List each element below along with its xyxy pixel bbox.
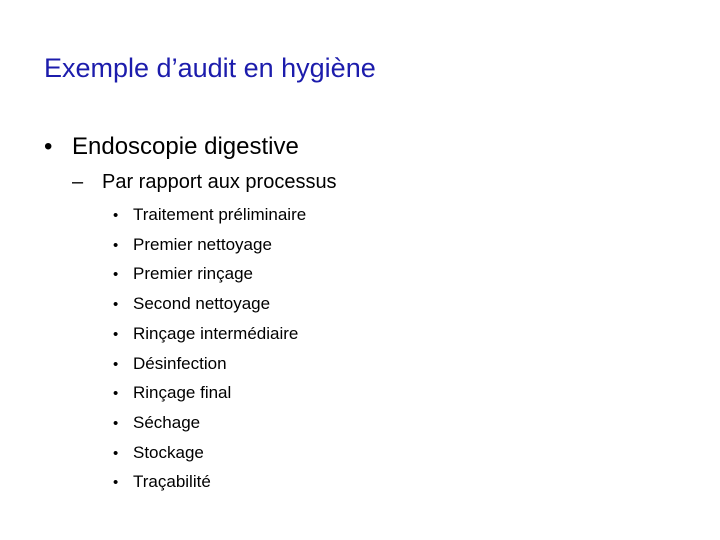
sub-bullet-processus <box>72 168 337 196</box>
list-item <box>113 260 306 290</box>
item-marker: • <box>113 266 119 284</box>
item-marker: • <box>113 474 119 492</box>
item-text: Stockage <box>133 442 204 462</box>
item-text: Séchage <box>133 412 201 432</box>
item-text: Rinçage intermédiaire <box>133 323 299 343</box>
list-item <box>113 201 306 231</box>
item-marker: • <box>113 444 119 462</box>
item-marker: • <box>113 296 119 314</box>
item-text: Désinfection <box>133 353 227 373</box>
item-marker: • <box>113 236 119 254</box>
item-text: Traçabilité <box>133 472 211 492</box>
item-marker: • <box>113 355 119 373</box>
bullet-endoscopie <box>44 131 299 163</box>
item-marker: • <box>113 207 119 224</box>
list-item <box>113 231 306 261</box>
list-item <box>113 409 306 439</box>
item-marker: • <box>113 385 119 403</box>
bullet-text: Endoscopie digestive <box>72 133 299 160</box>
bullet-marker: • <box>44 133 53 160</box>
item-text: Rinçage final <box>133 383 232 403</box>
item-text: Second nettoyage <box>133 294 271 314</box>
slide-title: Exemple d’audit en hygiène <box>44 53 376 83</box>
list-item <box>113 350 306 380</box>
item-marker: • <box>113 325 119 343</box>
sub-bullet-text: Par rapport aux processus <box>102 171 337 193</box>
process-steps-list <box>113 201 306 498</box>
item-text: Premier nettoyage <box>133 234 272 254</box>
list-item <box>113 439 306 469</box>
sub-bullet-marker: – <box>72 171 84 193</box>
item-text: Traitement préliminaire <box>133 205 307 224</box>
list-item <box>113 320 306 350</box>
list-item <box>113 290 306 320</box>
item-text: Premier rinçage <box>133 264 253 284</box>
list-item <box>113 379 306 409</box>
item-marker: • <box>113 414 119 432</box>
list-item <box>113 468 306 498</box>
